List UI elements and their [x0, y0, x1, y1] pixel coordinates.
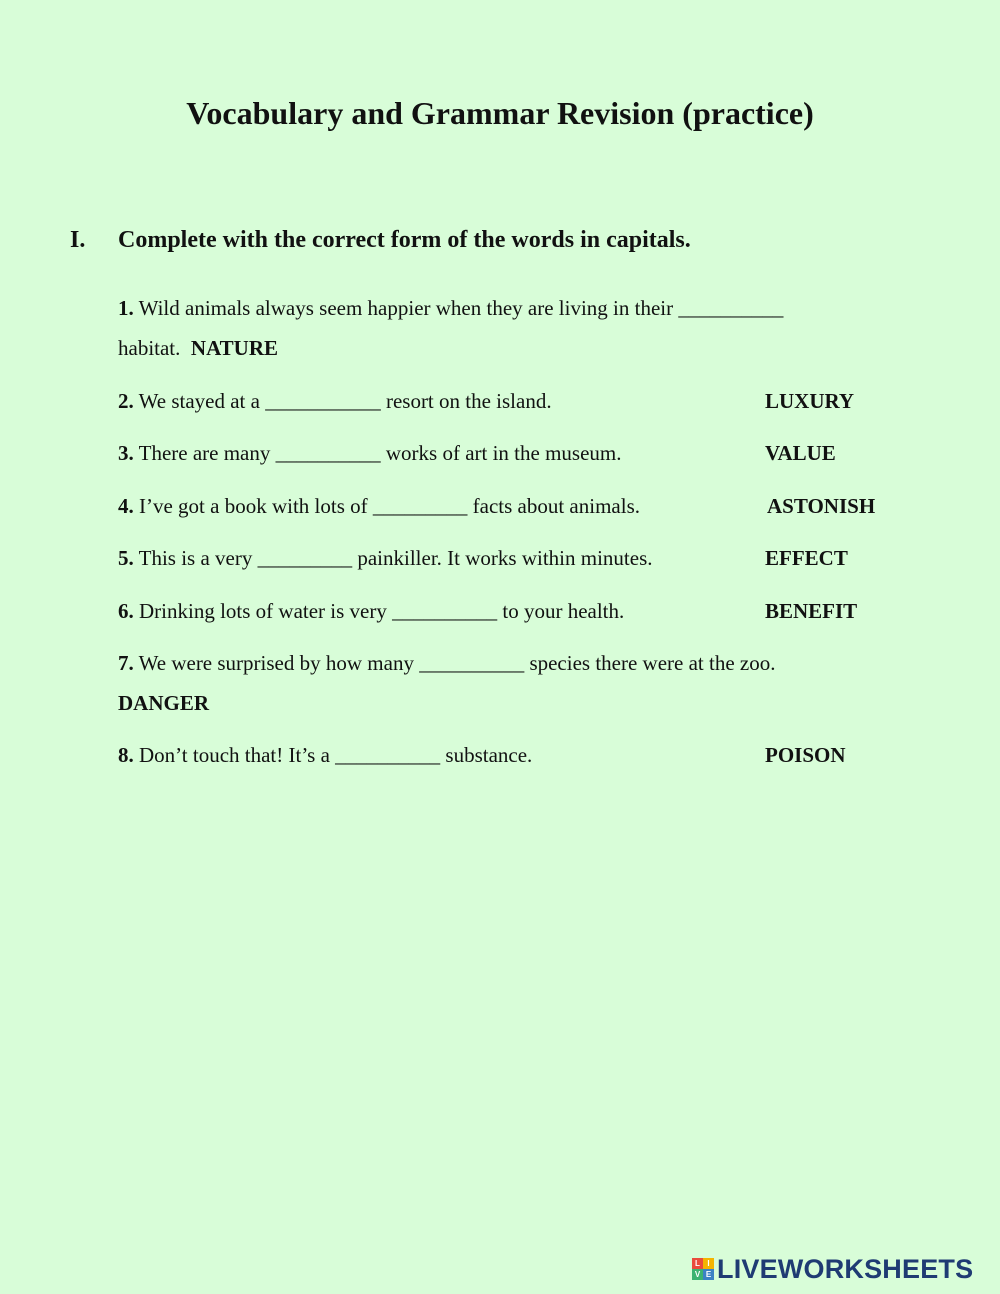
- exercise-item-3: [118, 438, 622, 468]
- item-number: 1.: [118, 296, 134, 320]
- keyword: DANGER: [118, 691, 210, 715]
- item-text: There are many __________ works of art in the museum.: [133, 441, 622, 465]
- item-number: 6.: [118, 599, 134, 623]
- item-number: 8.: [118, 743, 134, 767]
- keyword: BENEFIT: [765, 599, 858, 623]
- exercise-item-1-continued: [118, 333, 278, 363]
- logo-square-l: L: [692, 1258, 703, 1269]
- logo-square-v: V: [692, 1269, 703, 1280]
- logo-text: LIVEWORKSHEETS: [717, 1254, 974, 1284]
- item-number: 2.: [118, 389, 134, 413]
- item-text: This is a very _________ painkiller. It works within minutes.: [133, 546, 653, 570]
- item-text: I’ve got a book with lots of _________ facts about animals.: [133, 494, 640, 518]
- logo-square-i: I: [703, 1258, 714, 1269]
- exercise-item-5: [118, 543, 653, 573]
- exercise-item-2: [118, 386, 552, 416]
- keyword: ASTONISH: [767, 494, 876, 518]
- item-text: Drinking lots of water is very __________ to your health.: [133, 599, 625, 623]
- section-instruction: Complete with the correct form of the words in capitals.: [118, 227, 691, 253]
- item-number: 5.: [118, 546, 134, 570]
- live-logo-icon: [692, 1258, 714, 1280]
- keyword: VALUE: [765, 441, 836, 465]
- item-text-continued: habitat.: [118, 336, 181, 360]
- exercise-item-6: [118, 596, 624, 626]
- keyword: EFFECT: [765, 546, 848, 570]
- keyword: NATURE: [190, 336, 279, 360]
- section-heading: [70, 225, 691, 255]
- item-number: 3.: [118, 441, 134, 465]
- page-title: Vocabulary and Grammar Revision (practice): [186, 95, 814, 131]
- exercise-item-1: [118, 293, 783, 323]
- section-number: I.: [70, 227, 86, 253]
- keyword: POISON: [765, 743, 846, 767]
- exercise-item-8: [118, 740, 532, 770]
- item-text: We stayed at a ___________ resort on the island.: [133, 389, 552, 413]
- exercise-item-7-continued: [118, 688, 209, 718]
- item-number: 7.: [118, 651, 134, 675]
- exercise-item-7: [118, 648, 775, 678]
- item-number: 4.: [118, 494, 134, 518]
- item-text: Don’t touch that! It’s a __________ substance.: [133, 743, 533, 767]
- keyword: LUXURY: [765, 389, 855, 413]
- item-text: We were surprised by how many __________ species there were at the zoo.: [133, 651, 776, 675]
- item-text: Wild animals always seem happier when they are living in their __________: [133, 296, 784, 320]
- logo-square-e: E: [703, 1269, 714, 1280]
- exercise-item-4: [118, 491, 640, 521]
- liveworksheets-logo: [692, 1254, 973, 1284]
